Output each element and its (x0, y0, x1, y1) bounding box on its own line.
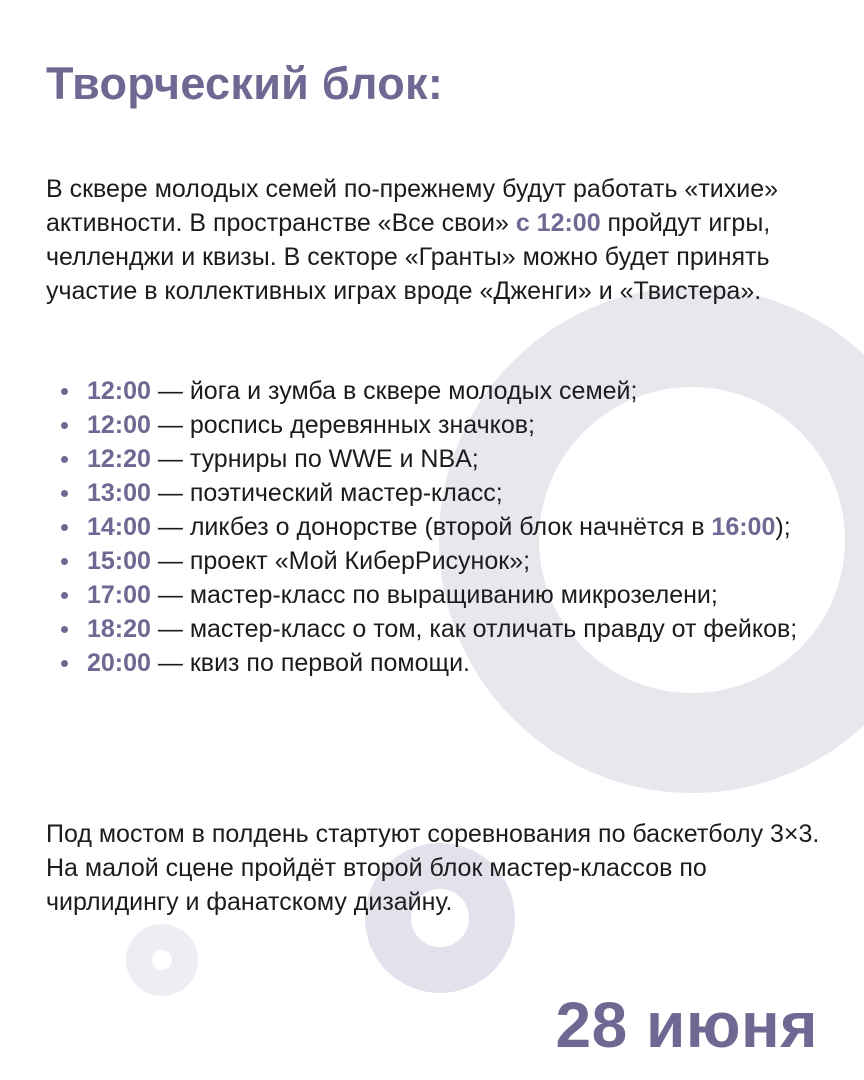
schedule-text: — йога и зумба в сквере молодых семей; (150, 377, 638, 405)
intro-time-highlight: с 12:00 (515, 209, 601, 237)
schedule-text: — мастер-класс о том, как отличать правду от фейков; (150, 615, 798, 643)
intro-text-end: пройдут игры, челленджи и квизы. В секторе «Гранты» можно будет принять участие в коллективных играх вроде «Дженги» и «Твистера». (46, 209, 771, 305)
schedule-time: 18:20 (87, 615, 151, 643)
schedule-time: 13:00 (87, 479, 151, 507)
schedule-time-second: 16:00 (711, 513, 776, 541)
schedule-time: 15:00 (87, 547, 151, 575)
schedule-time: 12:00 (87, 377, 151, 405)
schedule-text: — поэтический мастер-класс; (150, 479, 503, 507)
schedule-item (46, 374, 836, 408)
schedule-item (46, 544, 836, 578)
schedule-item (46, 612, 836, 646)
schedule-item (46, 578, 836, 612)
schedule-time: 20:00 (87, 649, 151, 677)
schedule-text: — роспись деревянных значков; (150, 411, 535, 439)
schedule-text-tail: ); (775, 513, 791, 541)
schedule-time: 12:20 (87, 445, 151, 473)
schedule-time: 14:00 (87, 513, 151, 541)
outro-paragraph: Под мостом в полдень стартуют соревнования по баскетболу 3×3. На малой сцене пройдёт второй блок мастер-классов по чирлидингу и фанатскому дизайну. (46, 820, 820, 916)
schedule-item (46, 476, 836, 510)
schedule-text: — проект «Мой КиберРисунок»; (150, 547, 531, 575)
event-date: 28 июня (555, 989, 818, 1061)
schedule-item (46, 442, 836, 476)
schedule-text: — мастер-класс по выращиванию микрозелени; (150, 581, 718, 609)
schedule-item (46, 510, 836, 544)
intro-text-start: В сквере молодых семей по-прежнему будут работать «тихие» активности. В пространстве «Все свои» (46, 175, 779, 237)
schedule-time: 17:00 (87, 581, 151, 609)
schedule-list (46, 374, 836, 680)
schedule-text: — турниры по WWE и NBA; (150, 445, 479, 473)
page-title: Творческий блок: (46, 58, 444, 109)
schedule-text: — квиз по первой помощи. (150, 649, 470, 677)
schedule-time: 12:00 (87, 411, 151, 439)
schedule-text: — ликбез о донорстве (второй блок начнётся в (150, 513, 712, 541)
intro-paragraph (46, 172, 836, 308)
schedule-item (46, 408, 836, 442)
schedule-item (46, 646, 836, 680)
